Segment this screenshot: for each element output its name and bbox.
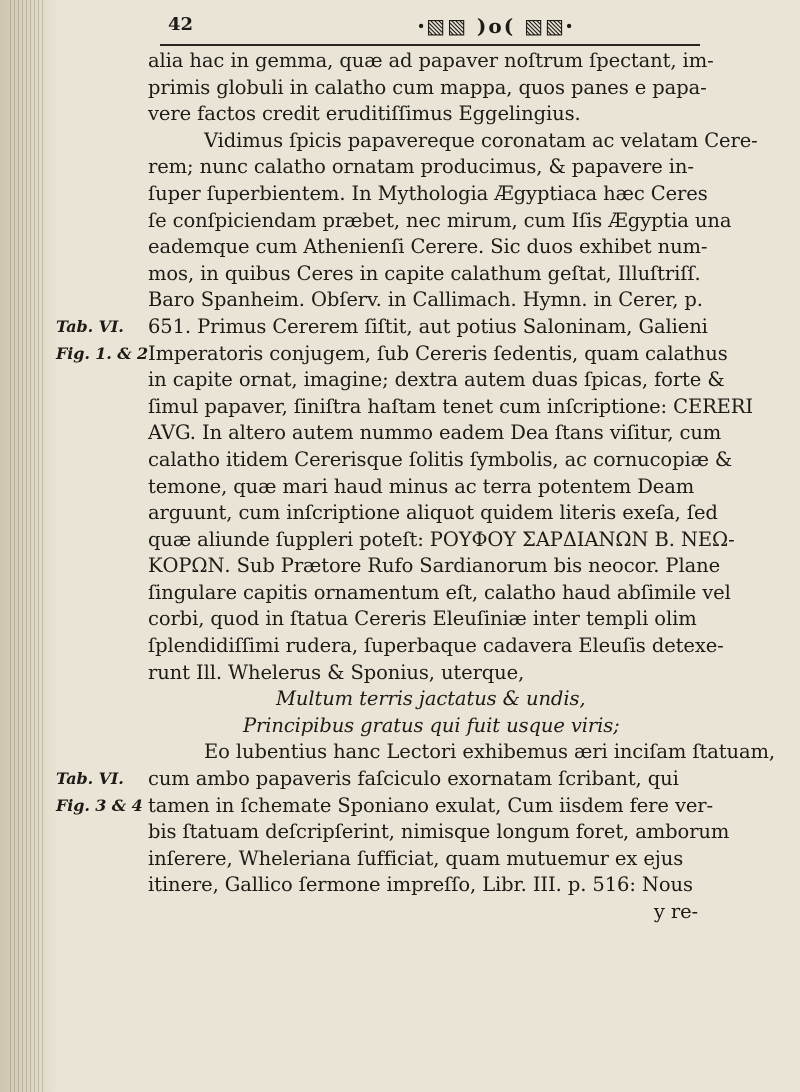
text-line: ſplendidiſſimi rudera, ſuperbaque cadavera Eleuſis detexe- <box>148 634 724 658</box>
text-line: corbi, quod in ſtatua Cereris Eleuſiniæ inter templi olim <box>148 607 697 631</box>
paragraph-start-line: Eo lubentius hanc Lectori exhibemus æri inciſam ſtatuam, <box>204 740 775 764</box>
text-line: quæ aliunde ſuppleri poteſt: ΡΟΥΦΟΥ ΣΑΡΔΙΑΝΩΝ Β. ΝΕΩ- <box>148 527 735 551</box>
catchword: y re- <box>653 900 698 923</box>
text-line: in capite ornat, imagine; dextra autem duas ſpicas, forte & <box>148 368 725 392</box>
margin-note: Tab. VI. <box>56 316 124 336</box>
text-line: ΚΟΡΩΝ. Sub Prætore Rufo Sardianorum bis neocor. Plane <box>148 554 721 578</box>
text-line: itinere, Gallico ſermone impreſſo, Libr. III. p. 516: Nous <box>148 873 693 897</box>
text-line: rem; nunc calatho ornatam producimus, & papavere in- <box>148 155 694 179</box>
margin-note: Fig. 1. & 2 <box>56 343 149 363</box>
text-line: ſuper ſuperbientem. In Mythologia Ægyptiaca hæc Ceres <box>148 181 708 205</box>
text-line: primis globuli in calatho cum mappa, quos panes e papa- <box>148 75 707 99</box>
text-line: runt Ill. Whelerus & Sponius, uterque, <box>148 660 525 684</box>
text-line: Tab. VI. 651. Primus Cererem ſiſtit, aut potius Saloninam, Galieni <box>148 314 768 341</box>
body-text <box>56 48 775 926</box>
text-line: ſingulare capitis ornamentum eſt, calatho haud abſimile vel <box>148 580 731 604</box>
header-ornament: ꞏ▧▧ )o( ▧▧ꞏ <box>418 14 575 38</box>
paragraph-start-line: Vidimus ſpicis papavereque coronatam ac velatam Cere- <box>204 128 758 152</box>
text-line: vere factos credit eruditiſſimus Eggelingius. <box>148 102 581 126</box>
text-line: Tab. VI. cum ambo papaveris faſciculo exornatam ſcribant, qui <box>148 766 768 793</box>
text-line: ſimul papaver, ſiniſtra haſtam tenet cum inſcriptione: CERERI <box>148 394 753 418</box>
text-line: ſe conſpiciendam præbet, nec mirum, cum Iſis Ægyptia una <box>148 208 732 232</box>
margin-note: Tab. VI. <box>56 769 124 789</box>
text-line: arguunt, cum inſcriptione aliquot quidem literis exeſa, ſed <box>148 501 718 525</box>
book-binding-edge <box>0 0 58 1092</box>
margin-note: Fig. 3 & 4 <box>56 795 143 815</box>
text-line: calatho itidem Cererisque ſolitis ſymbolis, ac cornucopiæ & <box>148 447 733 471</box>
page-header <box>160 10 700 46</box>
text-line: Fig. 3 & 4 tamen in ſchemate Sponiano exulat, Cum iisdem fere ver- <box>148 793 768 820</box>
verse-line: Principibus gratus qui fuit usque viris; <box>243 713 620 737</box>
text-line: Fig. 1. & 2 Imperatoris conjugem, ſub Cereris ſedentis, quam calathus <box>148 341 768 368</box>
text-line: mos, in quibus Ceres in capite calathum geſtat, Illuſtriſſ. <box>148 261 701 285</box>
text-line: alia hac in gemma, quæ ad papaver noſtrum ſpectant, im- <box>148 49 714 72</box>
text-line: Baro Spanheim. Obſerv. in Callimach. Hymn. in Cerer, p. <box>148 288 703 312</box>
verse-line: Multum terris jactatus & undis, <box>276 687 586 711</box>
text-line: eademque cum Athenienſi Cerere. Sic duos exhibet num- <box>148 235 708 259</box>
text-line: temone, quæ mari haud minus ac terra potentem Deam <box>148 474 695 498</box>
text-line: inſerere, Wheleriana ſufficiat, quam mutuemur ex ejus <box>148 846 684 870</box>
page-number: 42 <box>168 14 194 35</box>
text-line: bis ſtatuam deſcripſerint, nimisque longum foret, amborum <box>148 820 730 844</box>
text-line: AVG. In altero autem nummo eadem Dea ſtans viſitur, cum <box>148 421 722 445</box>
